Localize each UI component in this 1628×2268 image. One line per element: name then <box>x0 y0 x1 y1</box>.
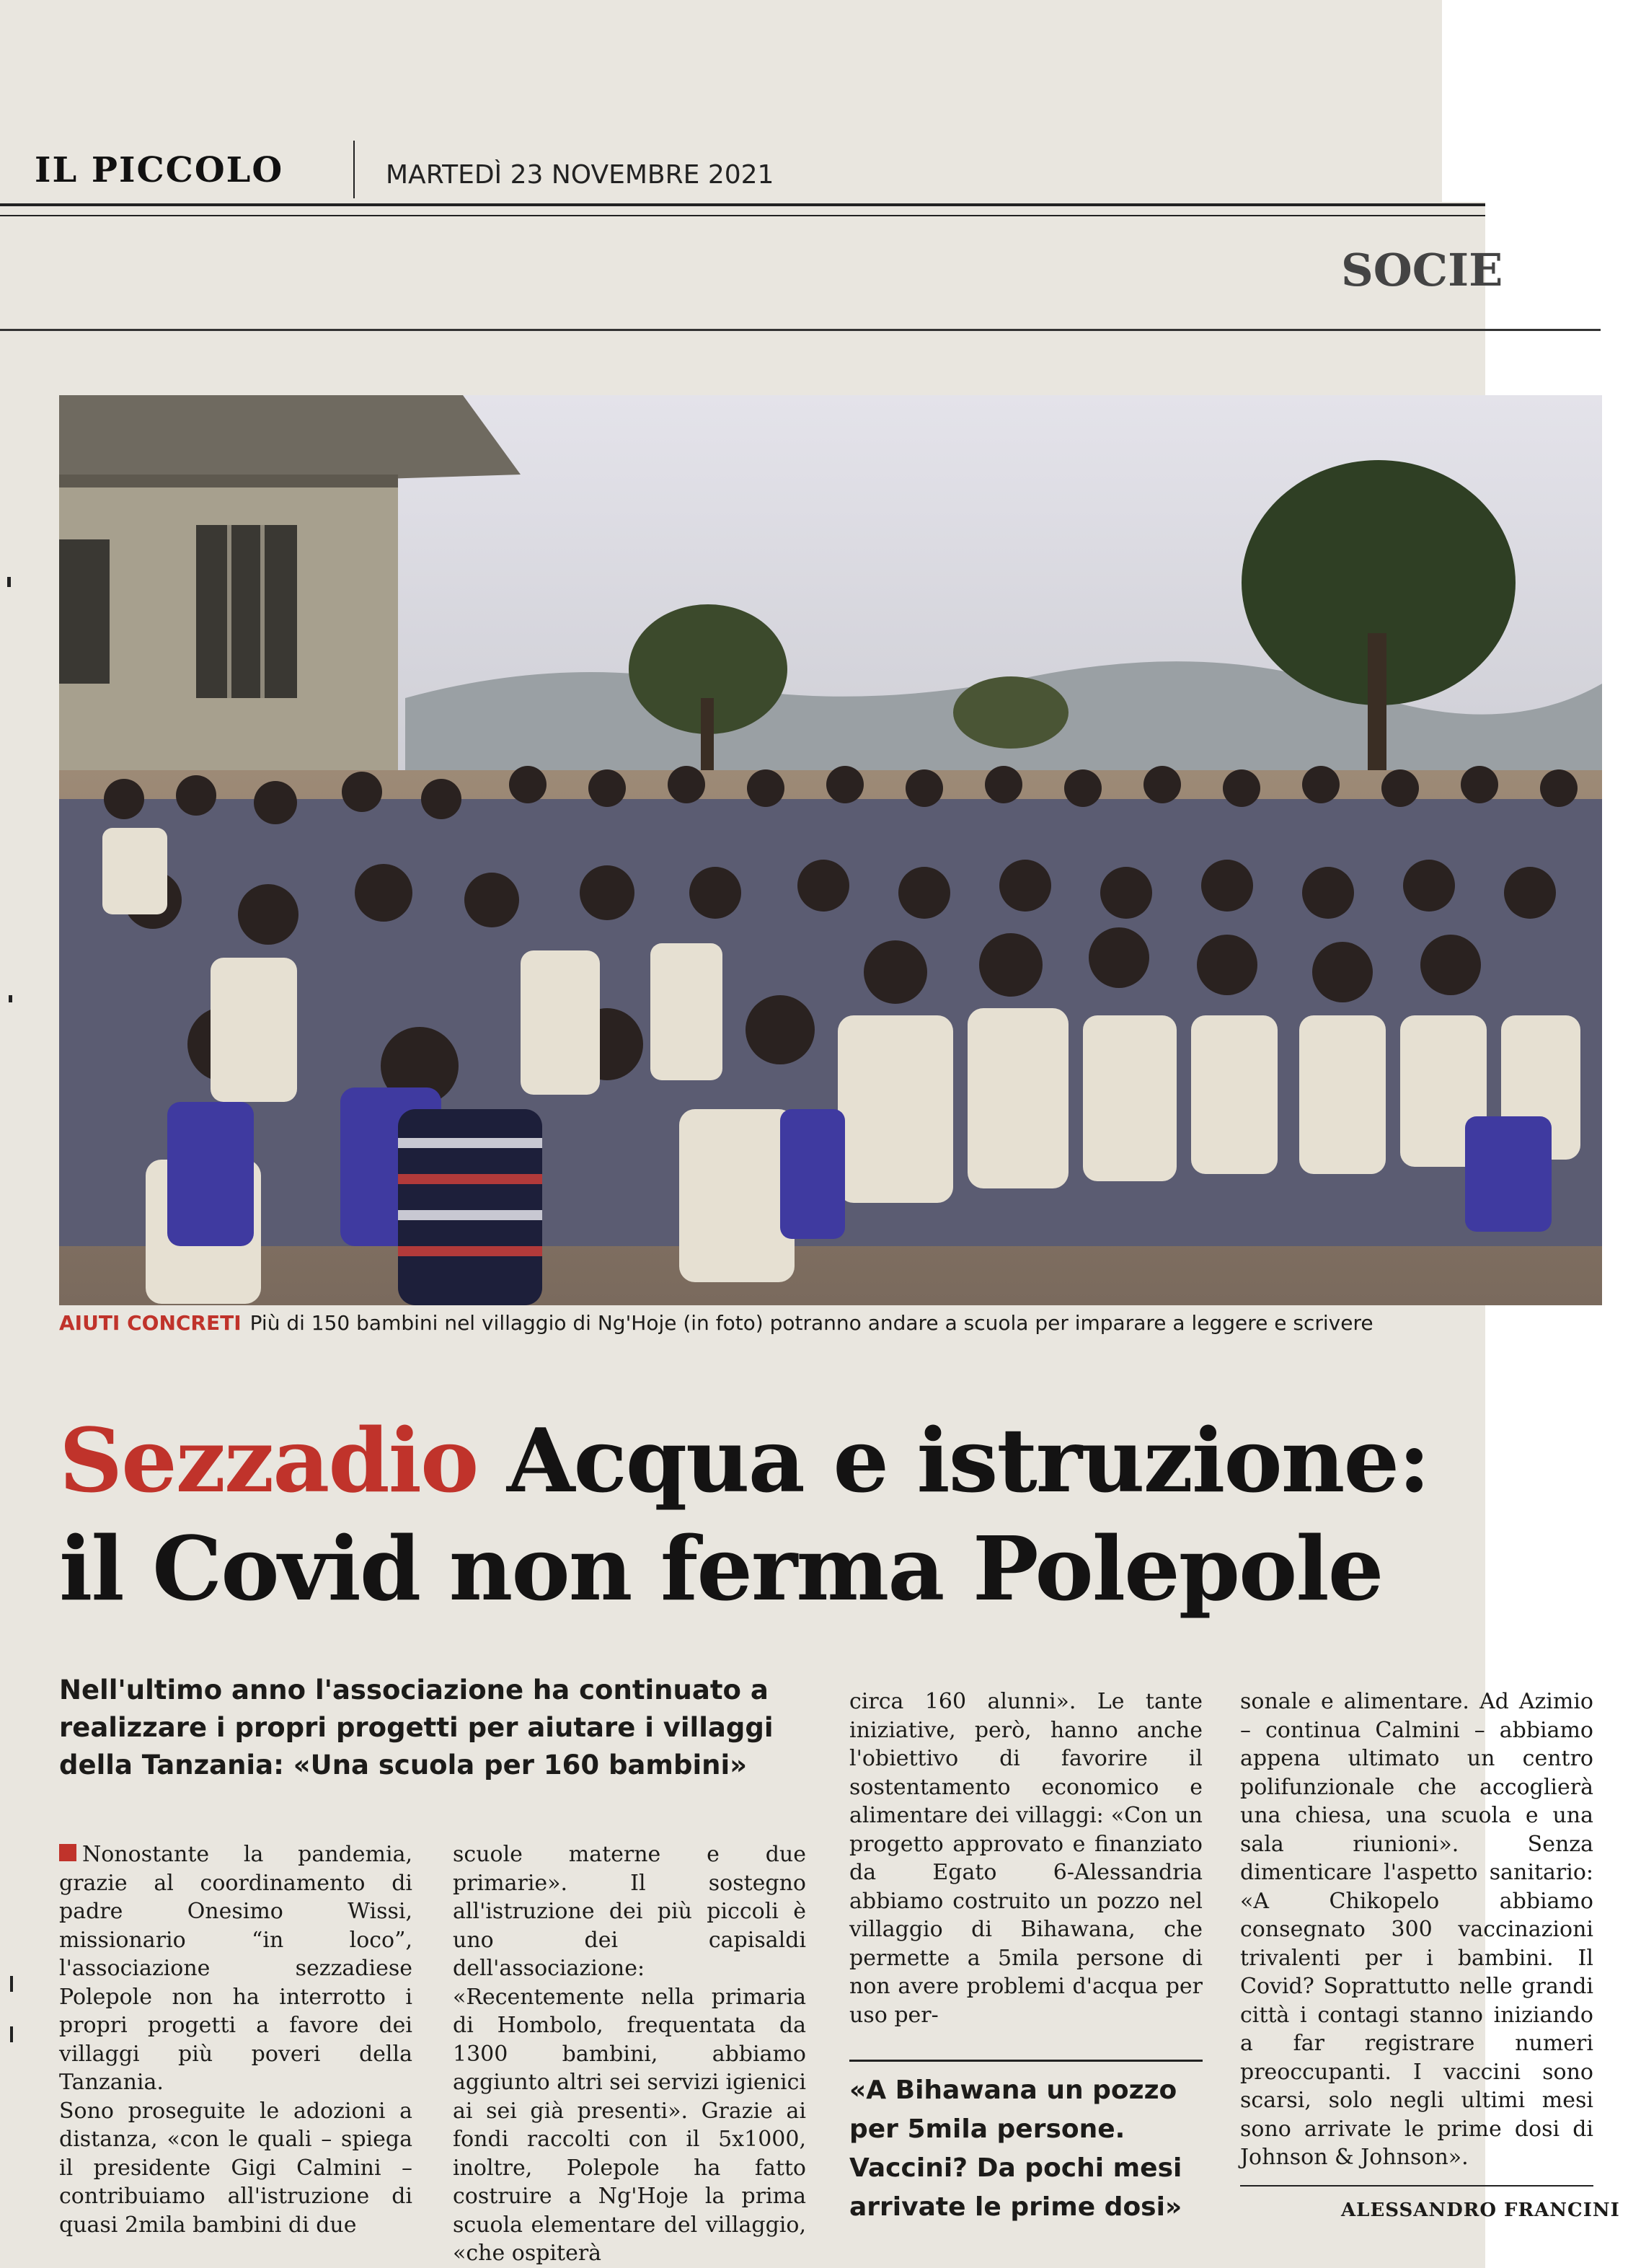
headline-line2: il Covid non ferma Polepole <box>59 1517 1383 1620</box>
headline-kicker: Sezzadio <box>59 1408 478 1512</box>
masthead-name: IL PICCOLO <box>35 150 284 190</box>
masthead-date: MARTEDÌ 23 NOVEMBRE 2021 <box>386 160 774 190</box>
scan-speck <box>7 577 11 587</box>
masthead-separator <box>353 141 355 198</box>
schoolchildren-photo <box>59 395 1602 1305</box>
lead-square-icon <box>59 1844 76 1861</box>
body-col1-p1: Nonostante la pandemia, grazie al coordinamento di padre Onesimo Wissi, missionario “in loco”, l'associazione sezzadiese Polepole non ha interrotto i propri progetti a favore dei villaggi più poveri della Tanzania. <box>59 1842 412 2095</box>
scan-speck <box>9 995 12 1002</box>
body-col2-text: scuole materne e due primarie». Il sostegno all'istruzione dei più piccoli è uno dei capisaldi dell'associazione: «Recentemente nella primaria di Hombolo, frequentata da 1300 bambini, abbiamo aggiunto altri sei servizi igienici ai sei già presenti». Grazie ai fondi raccolti con il 5x1000, inoltre, Polepole ha fatto costruire a Ng'Hoje la prima scuola elementare del villaggio, «che ospiterà <box>453 1842 806 2266</box>
photo-caption <box>59 1311 1602 1335</box>
section-rule <box>0 329 1601 331</box>
scan-speck <box>10 1976 13 1992</box>
body-column-2 <box>453 1840 806 2268</box>
byline: ALESSANDRO FRANCINI <box>1341 2199 1620 2221</box>
body-col4-text: sonale e alimentare. Ad Azimio – continua Calmini – abbiamo appena ultimato un centro polifunzionale che accoglierà una chiesa, una scuola e una sala riunioni». Senza dimenticare l'aspetto sanitario: «A Chikopelo abbiamo consegnato 300 vaccinazioni trivalenti per i bambini. Il Covid? Soprattutto nelle grandi città i contagi stanno iniziando a far registrare numeri preoccupanti. I vaccini sono scarsi, solo negli ultimi mesi sono arrivate le prime dosi di Johnson & Johnson». <box>1240 1689 1593 2170</box>
masthead-rule <box>0 203 1485 206</box>
body-col3-text: circa 160 alunni». Le tante iniziative, però, hanno anche l'obiettivo di favorire il sostentamento economico e alimentare dei villaggi: «Con un progetto approvato e finanziato da Egato 6-Alessandria abbiamo costruito un pozzo nel villaggio di Bihawana, che permette a 5mila persone di non avere problemi d'acqua per uso per- <box>849 1689 1203 2028</box>
section-label: SOCIE <box>1341 244 1503 296</box>
caption-label: AIUTI CONCRETI <box>59 1311 242 1335</box>
caption-text: Più di 150 bambini nel villaggio di Ng'Hoje (in foto) potranno andare a scuola per imparare a leggere e scrivere <box>249 1311 1373 1335</box>
body-column-1 <box>59 1840 412 2239</box>
torn-edge <box>1442 0 1628 202</box>
pull-quote: «A Bihawana un pozzo per 5mila persone. Vaccini? Da pochi mesi arrivate le prime dosi» <box>849 2075 1182 2222</box>
body-column-4 <box>1240 1687 1593 2172</box>
masthead-rule-thin <box>0 215 1485 216</box>
scan-speck <box>10 2026 13 2042</box>
pull-quote-rule <box>849 2060 1203 2062</box>
news-photo <box>59 395 1602 1305</box>
body-column-3 <box>849 1687 1203 2029</box>
body-col1-p2: Sono proseguite le adozioni a distanza, «con le quali – spiega il presidente Gigi Calmini – contribuiamo all'istruzione di quasi 2mila bambini di due <box>59 2098 412 2238</box>
headline-line1: Acqua e istruzione: <box>506 1408 1430 1512</box>
standfirst: Nell'ultimo anno l'associazione ha continuato a realizzare i propri progetti per aiutare i villaggi della Tanzania: «Una scuola per 160 bambini» <box>59 1674 774 1781</box>
byline-rule <box>1240 2185 1593 2187</box>
headline <box>59 1406 1588 1623</box>
